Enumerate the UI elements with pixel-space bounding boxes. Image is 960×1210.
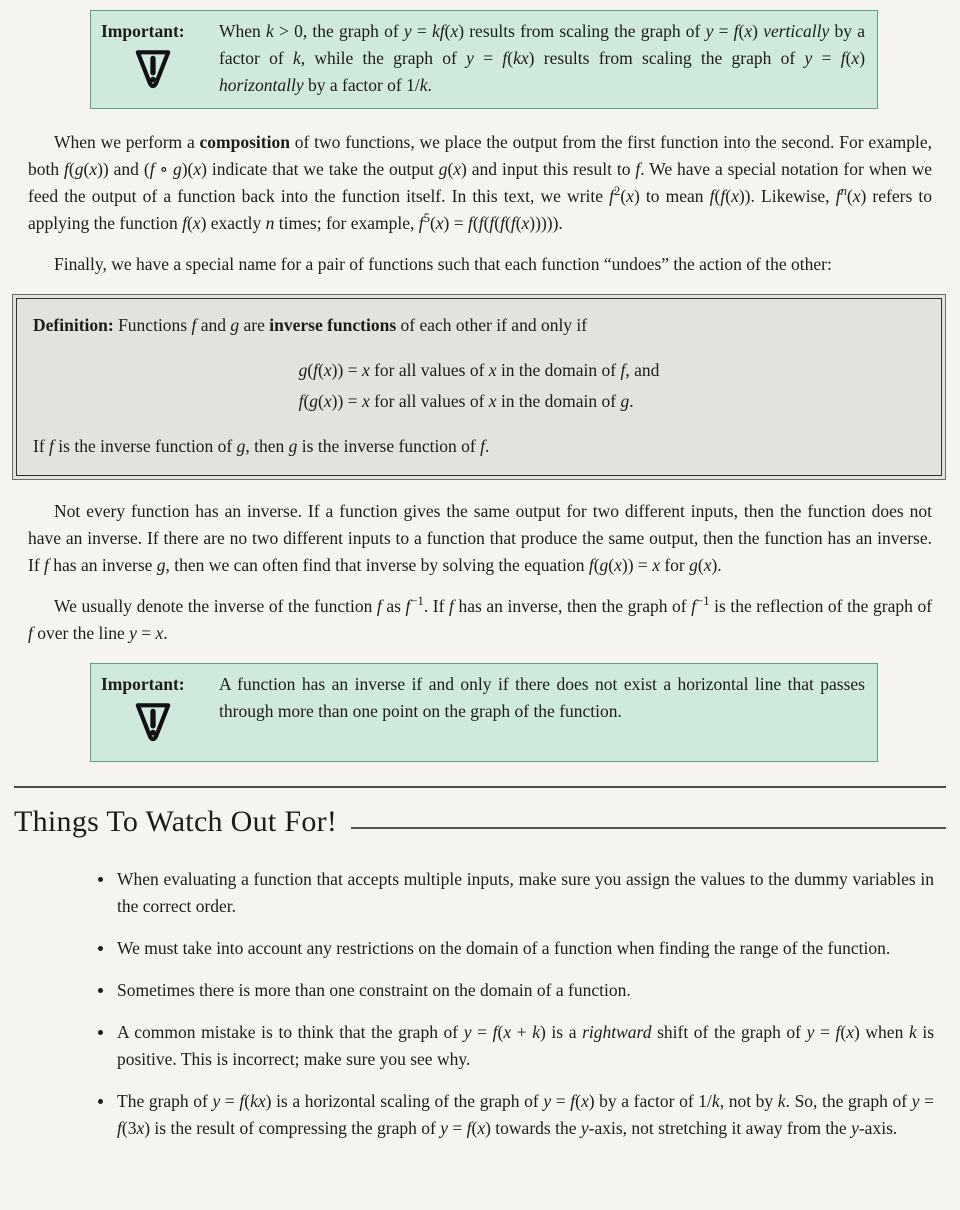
paragraph-composition: When we perform a composition of two functions, we place the output from the first function into the second. For example, both f(g(x)) and (f ∘ g)(x) indicate that we take the output g(x) and input this result to f. We have a special notation for when we feed the output of a function back into the function itself. In this text, we write $f^2(x)$ to mean f(f(x)). Likewise, $f^n(x)$ refers to applying the function f(x) exactly n times; for example, $f^5(x) = f(f(f(f(f(x)))))$. [28,132,932,233]
definition-equation-1: g(f(x)) = x for all values of x in the domain of f, and [298,360,660,380]
definition-box [12,294,946,480]
important-label: Important: [101,21,185,41]
paragraph-finally: Finally, we have a special name for a pair of functions such that each function “undoes” the action of the other: [54,254,832,274]
watch-out-list [0,866,934,1142]
definition-equations-block [299,355,660,417]
definition-intro-text: Functions f and g are inverse functions of each other if and only if [118,315,588,335]
paragraph-inverse-existence: Not every function has an inverse. If a function gives the same output for two different inputs, then the function does not have an inverse. If there are no two different inputs to a function that produce the same output, then the function has an inverse. If f has an inverse g, then we can often find that inverse by solving the equation f(g(x)) = x for g(x). [28,501,932,575]
warning-exclamation-icon [130,47,176,99]
definition-box-inner [16,298,942,476]
important-box-horizontal-line [90,663,878,762]
important-label-column [101,671,205,752]
definition-intro [33,312,925,339]
definition-equations [33,355,925,417]
important-label-column [101,18,205,99]
definition-equation-2: f(g(x)) = x for all values of x in the domain of g. [298,391,634,411]
list-item-domain-restrictions: • We must take into account any restrictions on the domain of a function when finding the range of the function. [115,935,934,962]
top-margin [0,0,960,10]
list-item-multiple-constraints: • Sometimes there is more than one constraint on the domain of a function. [115,977,934,1004]
definition-outro: If f is the inverse function of g, then g is the inverse function of f. [33,436,490,456]
section-heading: Things To Watch Out For! [14,805,338,838]
important-box-scaling [90,10,878,109]
heading-trailing-rule [351,827,946,829]
warning-exclamation-icon [130,700,176,752]
list-item-horizontal-scaling: • The graph of y = f(kx) is a horizontal scaling of the graph of y = f(x) by a factor of 1/k, not by k. So, the graph of y = f(3x) is the result of compressing the graph of y = f(x) towards the y-axis, not stretching it away from the y-axis. [115,1088,934,1142]
section-heading-row [14,802,946,842]
list-item-dummy-variables: • When evaluating a function that accepts multiple inputs, make sure you assign the values to the dummy variables in the correct order. [115,866,934,920]
important-text: A function has an inverse if and only if there does not exist a horizontal line that passes through more than one point on the graph of the function. [219,674,865,721]
paragraph-inverse-notation: We usually denote the inverse of the function f as $f^{-1}$. If f has an inverse, then the graph of $f^{-1}$ is the reflection of the graph of f over the line y = x. [28,594,933,643]
section-divider-rule [14,786,946,788]
list-item-rightward-shift: • A common mistake is to think that the graph of y = f(x + k) is a rightward shift of the graph of y = f(x) when k is positive. This is incorrect; make sure you see why. [115,1019,934,1073]
definition-label: Definition: [33,315,114,335]
important-label: Important: [101,674,185,694]
important-text: When k > 0, the graph of y = kf(x) results from scaling the graph of y = f(x) vertically by a factor of k, while the graph of y = f(kx) results from scaling the graph of y = f(x) horizontally by a factor of 1/k. [219,21,866,95]
